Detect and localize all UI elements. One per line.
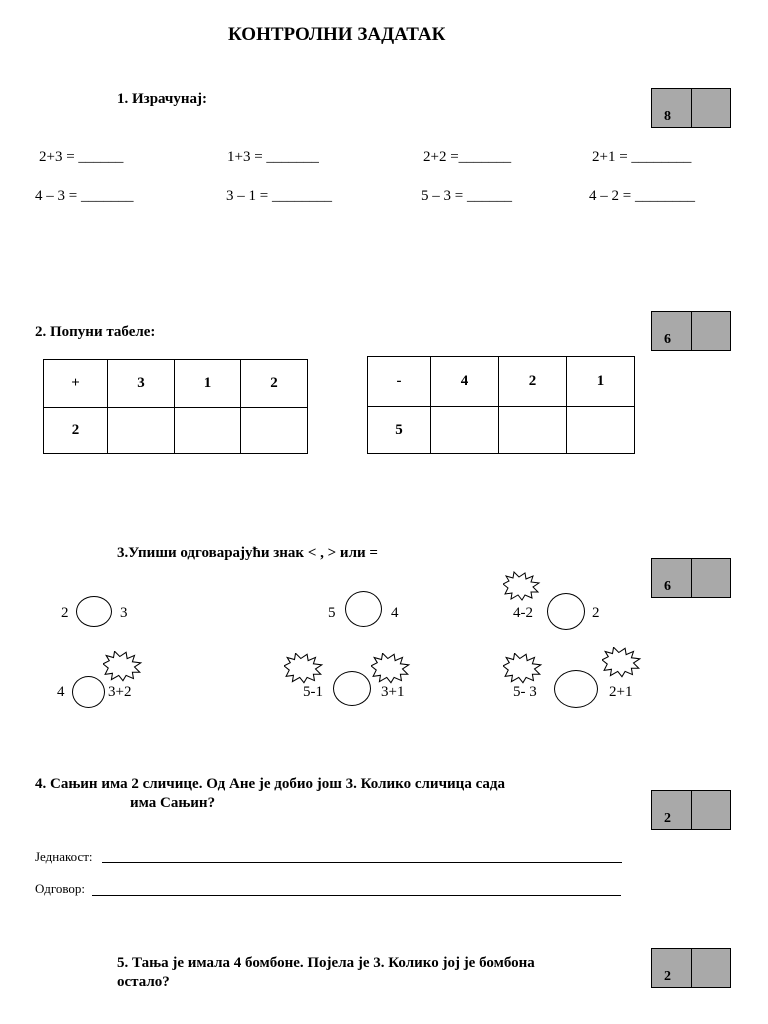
subtraction-answer-cell[interactable] bbox=[499, 407, 567, 454]
addition-answer-cell[interactable] bbox=[241, 408, 308, 454]
burst-shape bbox=[371, 653, 413, 685]
subtraction-answer-cell[interactable] bbox=[431, 407, 499, 454]
compare-3-answer-circle[interactable] bbox=[547, 593, 585, 630]
subtraction-col-1: 4 bbox=[431, 357, 499, 407]
addition-col-2: 1 bbox=[175, 360, 241, 408]
compare-1-answer-circle[interactable] bbox=[76, 596, 112, 627]
task1-heading: 1. Израчунај: bbox=[117, 91, 208, 107]
equation-label: Једнакост: bbox=[35, 849, 93, 864]
task4-score-box bbox=[651, 790, 731, 830]
task4-heading-line1: 4. Сањин има 2 сличице. Од Ане је добио још 3. Колико сличица сада bbox=[35, 776, 506, 792]
answer-line[interactable] bbox=[92, 895, 621, 896]
addition-op: + bbox=[44, 360, 108, 408]
burst-shape bbox=[103, 651, 145, 683]
addition-answer-cell[interactable] bbox=[175, 408, 241, 454]
compare-5-answer-circle[interactable] bbox=[333, 671, 371, 706]
task2-heading: 2. Попуни табеле: bbox=[35, 324, 156, 340]
task3-points: 6 bbox=[664, 579, 671, 594]
addition-col-3: 2 bbox=[241, 360, 308, 408]
addition-col-1: 3 bbox=[108, 360, 175, 408]
task5-points: 2 bbox=[664, 969, 671, 984]
task3-heading: 3.Упиши одговарајући знак < , > или = bbox=[117, 545, 378, 561]
task3-score-box bbox=[651, 558, 731, 598]
task1-expr-r2-3: 5 – 3 = ______ bbox=[421, 188, 512, 204]
compare-1-right: 3 bbox=[120, 605, 128, 621]
subtraction-table bbox=[367, 356, 635, 454]
page-title: КОНТРОЛНИ ЗАДАТАК bbox=[228, 24, 446, 45]
task1-points: 8 bbox=[664, 109, 671, 124]
addition-table bbox=[43, 359, 308, 454]
answer-label: Одговор: bbox=[35, 881, 86, 896]
task1-expr-r2-2: 3 – 1 = ________ bbox=[226, 188, 332, 204]
compare-3-left: 4-2 bbox=[513, 605, 533, 621]
subtraction-col-2: 2 bbox=[499, 357, 567, 407]
burst-shape bbox=[284, 653, 326, 685]
task1-expr-r1-3: 2+2 =_______ bbox=[423, 149, 512, 165]
task5-heading-line1: 5. Тања је имала 4 бомбоне. Појела је 3. Колико јој је бомбона bbox=[117, 955, 535, 971]
subtraction-col-3: 1 bbox=[567, 357, 635, 407]
burst-shape bbox=[602, 647, 644, 679]
compare-3-right: 2 bbox=[592, 605, 600, 621]
burst-shape bbox=[503, 653, 545, 685]
task1-score-box bbox=[651, 88, 731, 128]
task2-score-box bbox=[651, 311, 731, 351]
subtraction-answer-cell[interactable] bbox=[567, 407, 635, 454]
task2-points: 6 bbox=[664, 332, 671, 347]
compare-5-left: 5-1 bbox=[303, 684, 323, 700]
subtraction-row-value: 5 bbox=[368, 407, 431, 454]
task1-expr-r1-4: 2+1 = ________ bbox=[592, 149, 692, 165]
task1-expr-r1-1: 2+3 = ______ bbox=[39, 149, 124, 165]
equation-answer-line[interactable] bbox=[102, 862, 622, 863]
compare-6-right: 2+1 bbox=[609, 684, 633, 700]
task4-points: 2 bbox=[664, 811, 671, 826]
compare-2-left: 5 bbox=[328, 605, 336, 621]
task5-heading-line2: остало? bbox=[117, 974, 170, 990]
addition-answer-cell[interactable] bbox=[108, 408, 175, 454]
compare-2-right: 4 bbox=[391, 605, 399, 621]
compare-4-right: 3+2 bbox=[108, 684, 132, 700]
compare-6-left: 5- 3 bbox=[513, 684, 537, 700]
task1-expr-r2-1: 4 – 3 = _______ bbox=[35, 188, 134, 204]
task4-heading-line2: има Сањин? bbox=[130, 795, 216, 811]
compare-6-answer-circle[interactable] bbox=[554, 670, 598, 708]
compare-4-answer-circle[interactable] bbox=[72, 676, 105, 708]
task1-expr-r2-4: 4 – 2 = ________ bbox=[589, 188, 695, 204]
burst-shape bbox=[503, 571, 543, 603]
task1-expr-r1-2: 1+3 = _______ bbox=[227, 149, 319, 165]
compare-5-right: 3+1 bbox=[381, 684, 405, 700]
addition-row-value: 2 bbox=[44, 408, 108, 454]
task5-score-box bbox=[651, 948, 731, 988]
subtraction-op: - bbox=[368, 357, 431, 407]
compare-4-left: 4 bbox=[57, 684, 65, 700]
compare-1-left: 2 bbox=[61, 605, 69, 621]
compare-2-answer-circle[interactable] bbox=[345, 591, 382, 627]
